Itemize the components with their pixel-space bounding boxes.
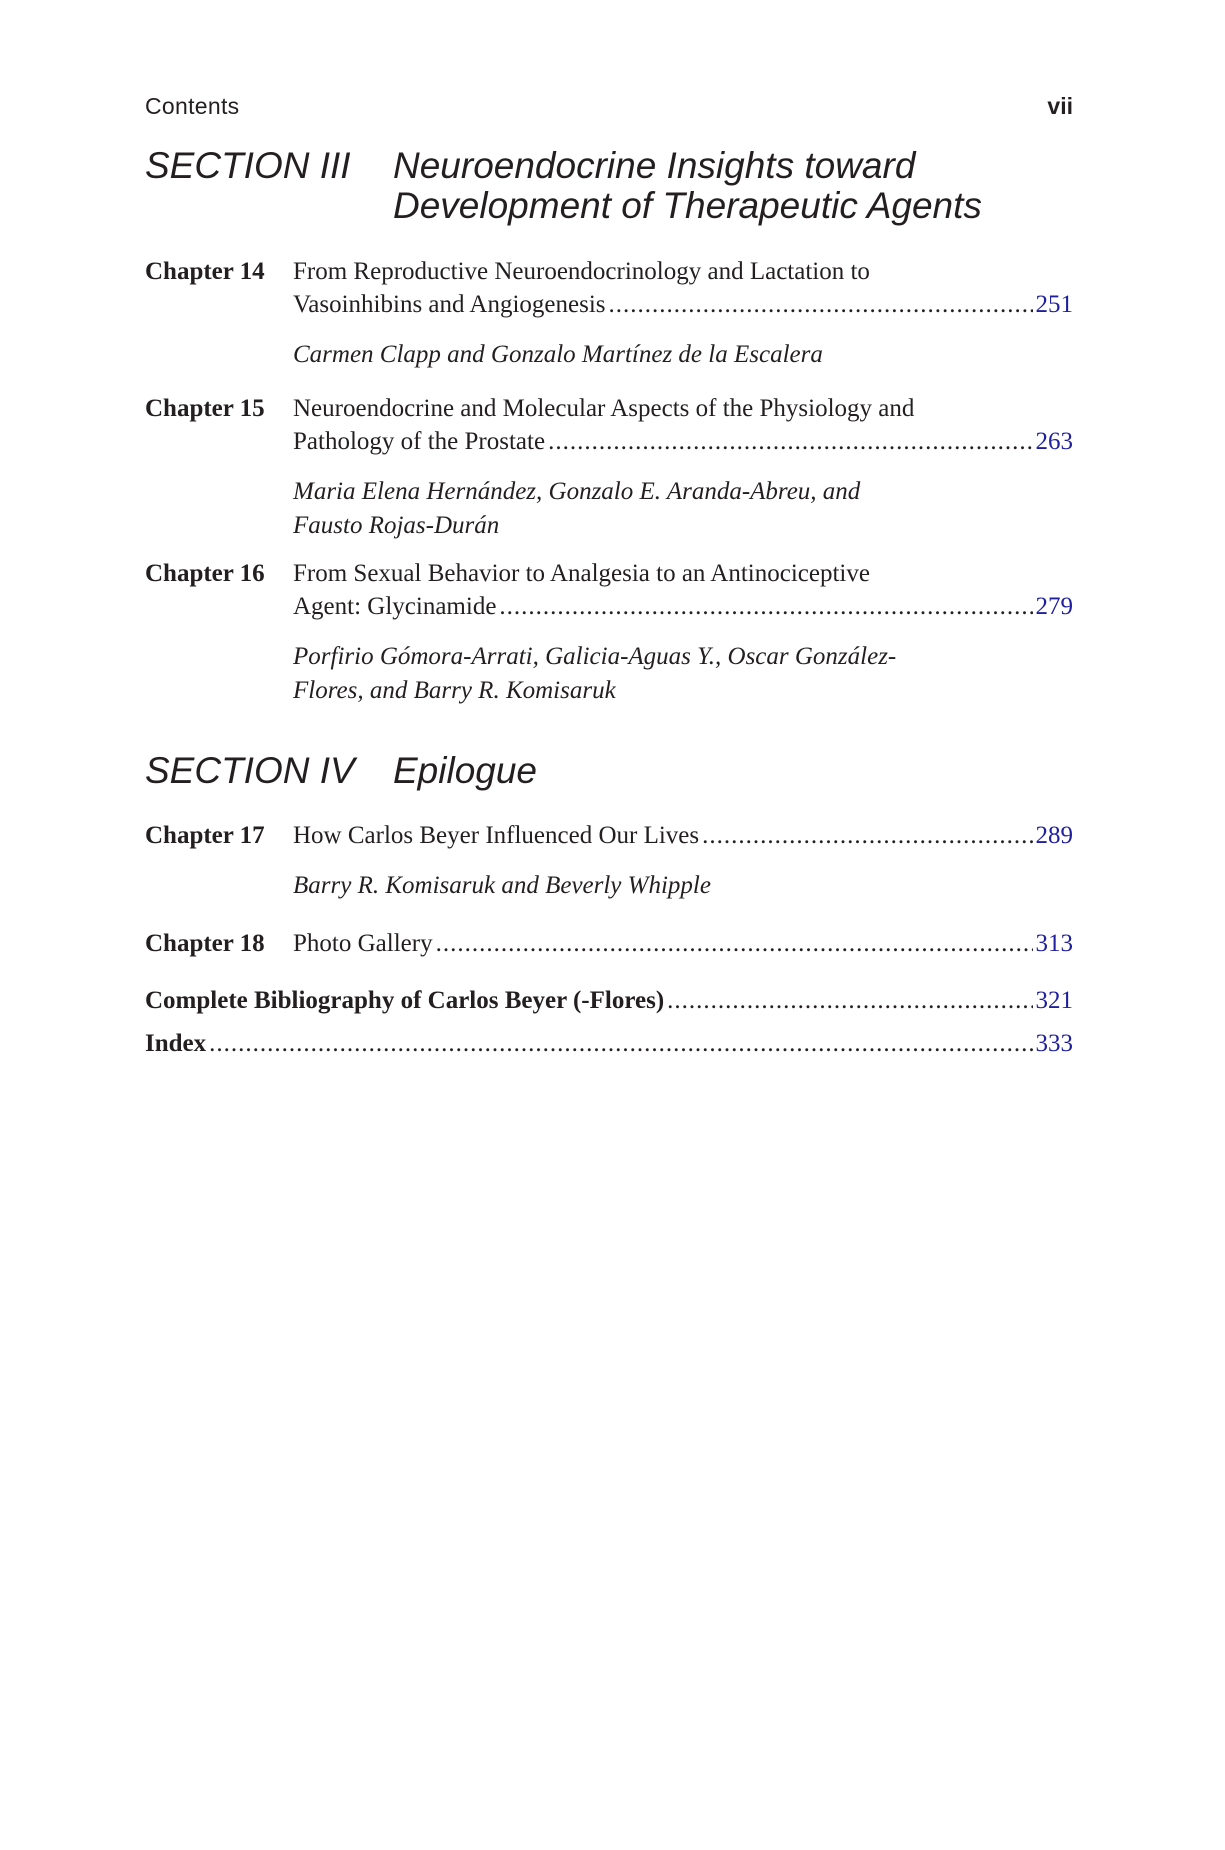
entry-title: Index	[145, 1030, 207, 1057]
chapter-label: Chapter 17	[145, 822, 265, 849]
author-line: Flores, and Barry R. Komisaruk	[293, 677, 616, 704]
chapter-title-line: Pathology of the Prostate	[293, 428, 546, 455]
entry-title: Complete Bibliography of Carlos Beyer (-Flores)	[145, 987, 665, 1014]
author-line: Maria Elena Hernández, Gonzalo E. Aranda-Abreu, and	[293, 478, 861, 505]
page-link[interactable]: 321	[1035, 987, 1073, 1014]
page-link[interactable]: 279	[1035, 593, 1073, 620]
running-head: Contents	[145, 93, 240, 119]
chapter-title-line: From Reproductive Neuroendocrinology and Lactation to	[293, 258, 870, 285]
page-link[interactable]: 263	[1035, 428, 1073, 455]
section-number: SECTION III	[145, 145, 351, 186]
chapter-title-line: Photo Gallery	[293, 930, 433, 957]
section-title-line: Development of Therapeutic Agents	[393, 185, 982, 226]
page-link[interactable]: 251	[1035, 291, 1073, 318]
section-title-line: Neuroendocrine Insights toward	[393, 145, 916, 186]
chapter-title-line: Neuroendocrine and Molecular Aspects of the Physiology and	[293, 395, 915, 422]
author-line: Barry R. Komisaruk and Beverly Whipple	[293, 872, 711, 899]
page-link[interactable]: 289	[1035, 822, 1073, 849]
chapter-title-line: From Sexual Behavior to Analgesia to an Antinociceptive	[293, 560, 870, 587]
chapter-authors	[293, 869, 1073, 903]
chapter-authors	[293, 475, 1073, 543]
chapter-authors	[293, 640, 1073, 708]
chapter-title-line: Agent: Glycinamide	[293, 593, 497, 620]
chapter-title-line: Vasoinhibins and Angiogenesis	[293, 291, 606, 318]
dot-leader	[499, 590, 1032, 623]
author-line: Carmen Clapp and Gonzalo Martínez de la Escalera	[293, 341, 823, 368]
dot-leader	[209, 1027, 1032, 1060]
toc-entry-index[interactable]	[145, 1027, 1073, 1060]
toc-entry-bibliography[interactable]	[145, 984, 1073, 1017]
page-link[interactable]: 333	[1035, 1030, 1073, 1057]
chapter-label: Chapter 18	[145, 930, 265, 957]
author-line: Porfirio Gómora-Arrati, Galicia-Aguas Y., Oscar González-	[293, 643, 897, 670]
section-title-line: Epilogue	[393, 750, 538, 791]
dot-leader	[702, 819, 1032, 852]
dot-leader	[609, 288, 1033, 321]
chapter-authors	[293, 338, 1073, 372]
chapter-title-line: How Carlos Beyer Influenced Our Lives	[293, 822, 700, 849]
chapter-label: Chapter 16	[145, 560, 265, 587]
page-number: vii	[1047, 93, 1073, 119]
chapter-label: Chapter 14	[145, 258, 265, 285]
page-link[interactable]: 313	[1035, 930, 1073, 957]
dot-leader	[436, 927, 1033, 960]
author-line: Fausto Rojas-Durán	[293, 512, 500, 539]
section-number: SECTION IV	[145, 750, 355, 791]
dot-leader	[548, 425, 1032, 458]
dot-leader	[667, 984, 1032, 1017]
chapter-label: Chapter 15	[145, 395, 265, 422]
